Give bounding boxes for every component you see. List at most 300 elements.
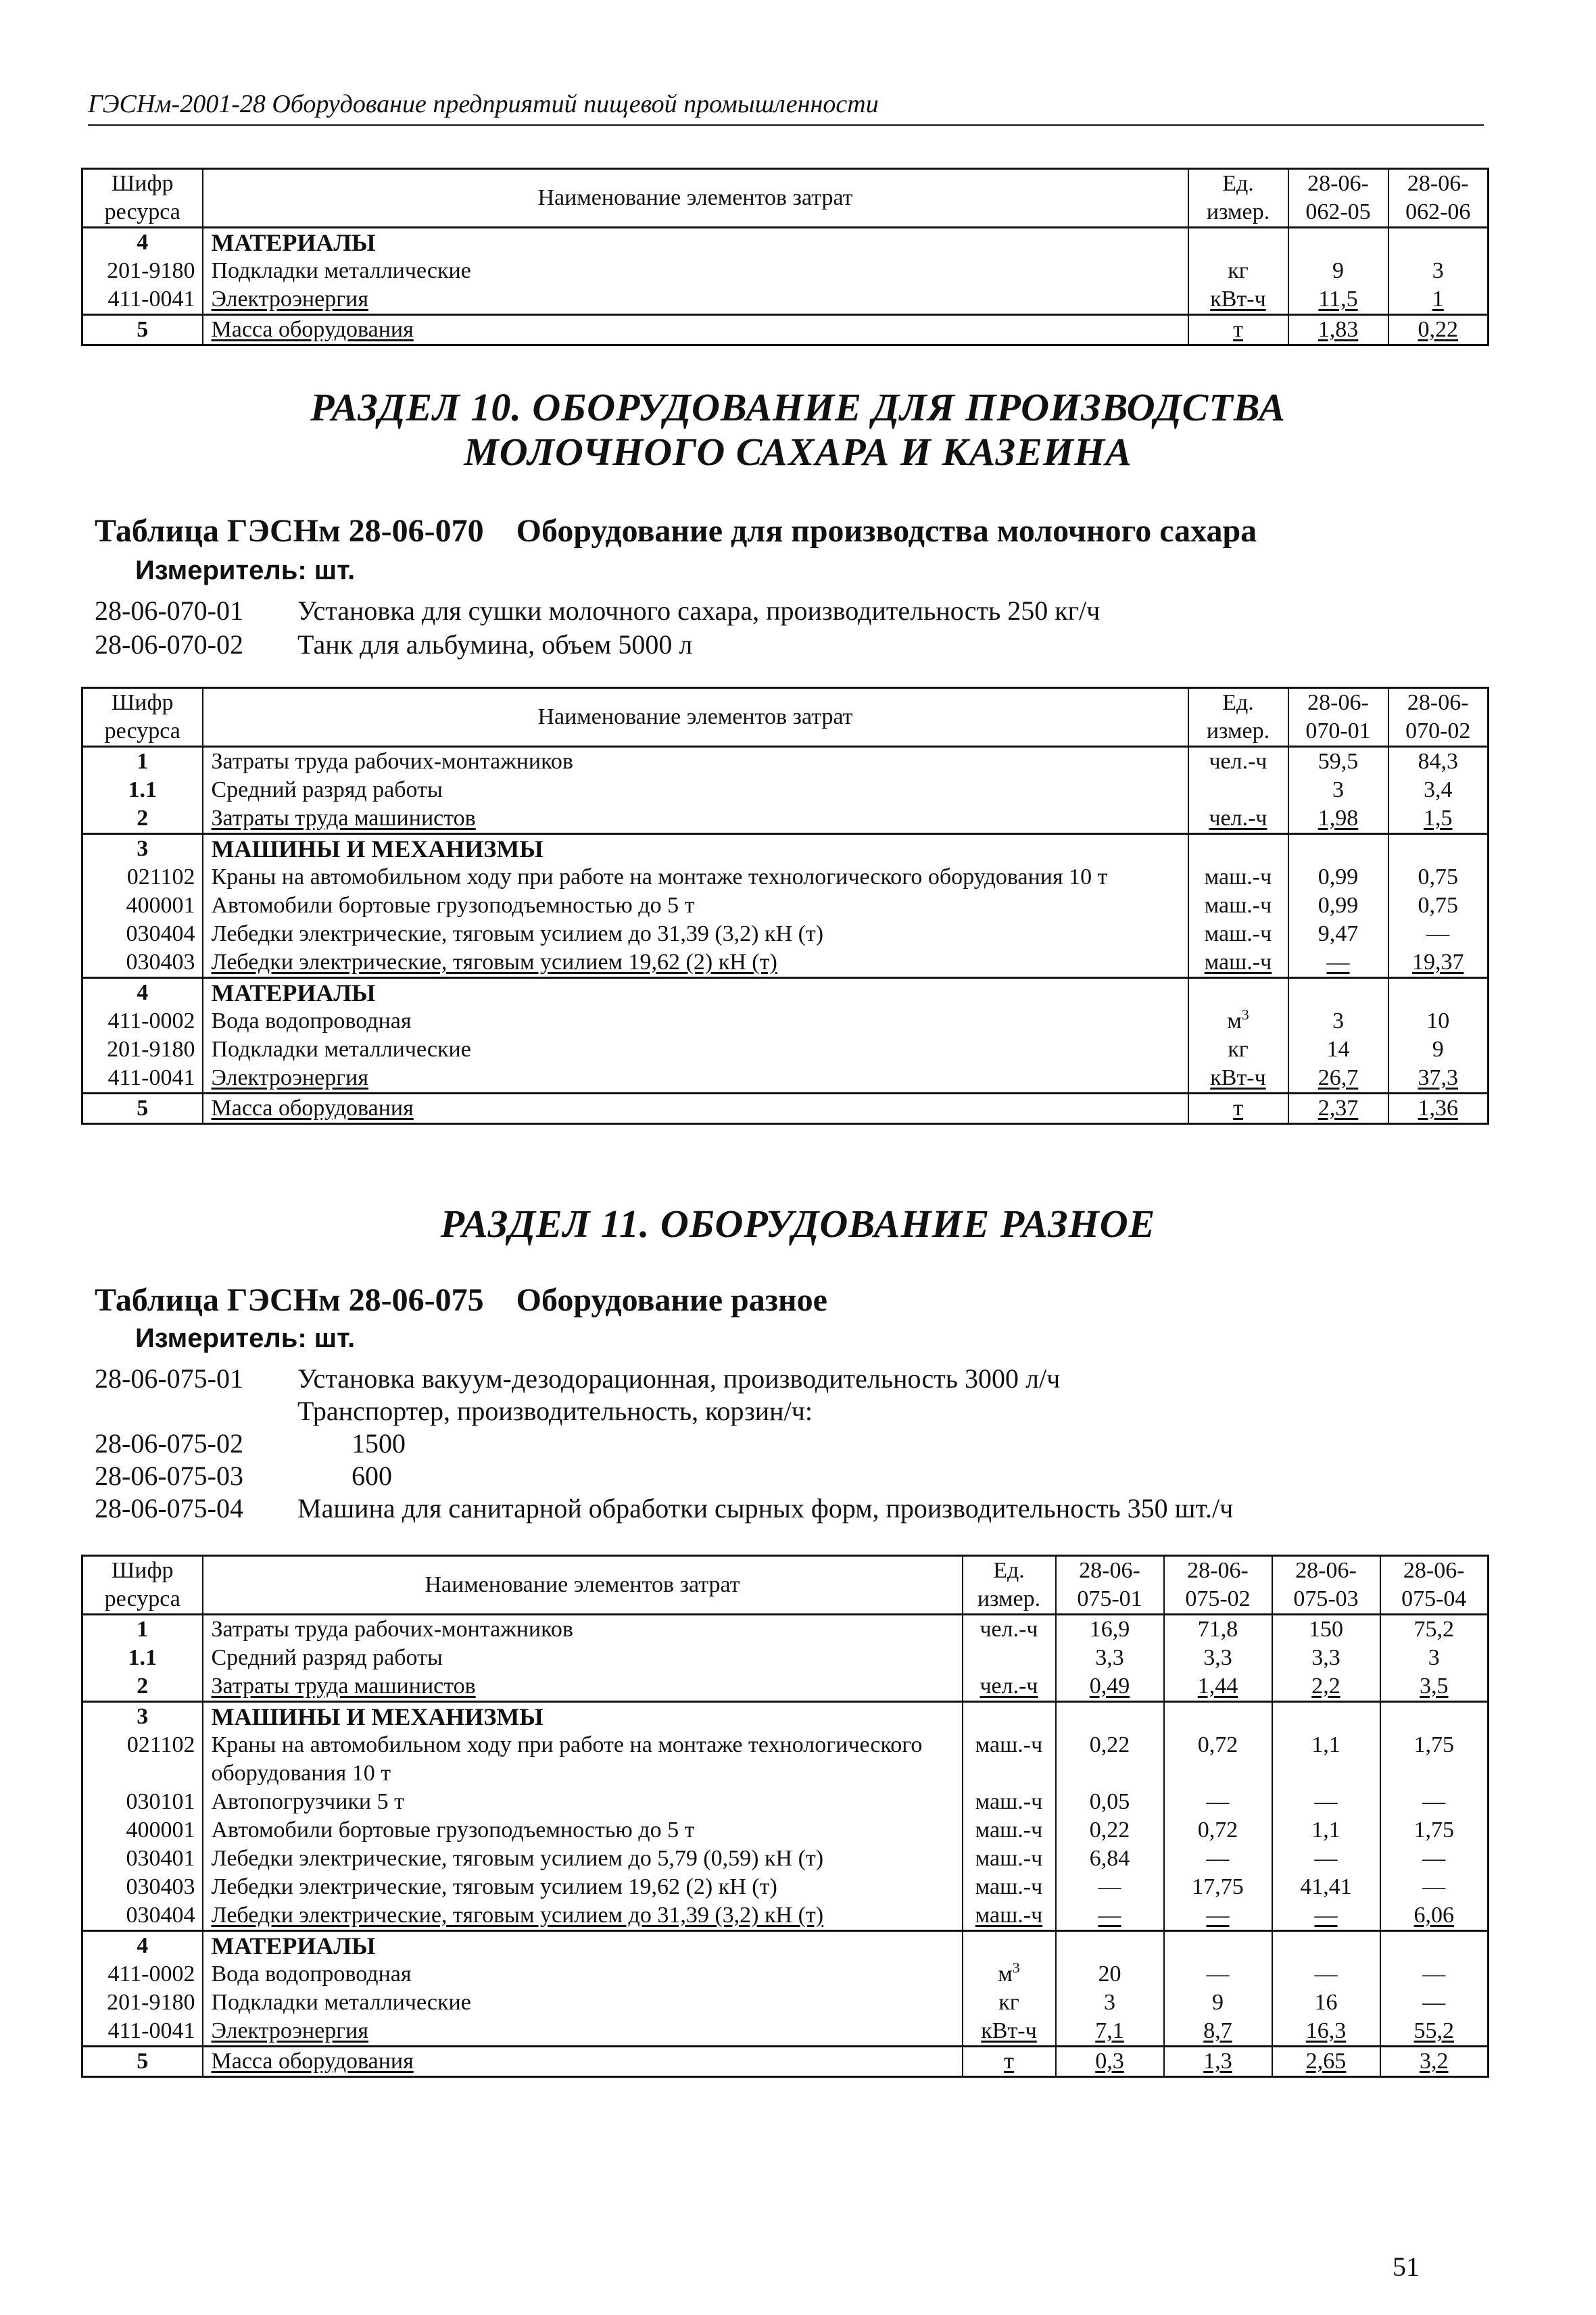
cell-value xyxy=(1288,834,1388,864)
cell-code: 2 xyxy=(82,1672,203,1702)
cell-name: Лебедки электрические, тяговым усилием до 5,79 (0,59) кН (т) xyxy=(203,1845,963,1873)
cell-value: 0,22 xyxy=(1056,1731,1164,1788)
table-row xyxy=(82,920,1489,948)
cell-value: 0,72 xyxy=(1164,1731,1272,1788)
cell-code: 1 xyxy=(82,1615,203,1644)
cell-code: 4 xyxy=(82,228,203,258)
cell-code: 400001 xyxy=(82,1816,203,1845)
cell-code: 021102 xyxy=(82,1731,203,1788)
table-row xyxy=(82,863,1489,892)
item-code: 28-06-075-04 xyxy=(95,1493,243,1524)
cell-unit xyxy=(1188,920,1288,948)
cell-value: — xyxy=(1380,1873,1489,1901)
table-header-row xyxy=(82,688,1489,747)
cell-name: Вода водопроводная xyxy=(203,1960,963,1989)
cell-value: 3 xyxy=(1056,1989,1164,2017)
col-header-norm: 28-06-075-03 xyxy=(1272,1556,1380,1615)
cell-unit xyxy=(963,1816,1056,1845)
cell-value: 3 xyxy=(1288,1007,1388,1035)
cell-group-heading: МАШИНЫ И МЕХАНИЗМЫ xyxy=(203,1702,963,1732)
cell-value: 17,75 xyxy=(1164,1873,1272,1901)
cell-unit-text: т xyxy=(1233,1096,1243,1121)
cell-group-heading: МАТЕРИАЛЫ xyxy=(203,978,1188,1008)
cell-code: 1.1 xyxy=(82,1644,203,1672)
cell-unit xyxy=(1188,1094,1288,1124)
cell-unit-text: кВт-ч xyxy=(981,2018,1037,2043)
cell-value xyxy=(1164,1702,1272,1732)
cell-unit xyxy=(963,1672,1056,1702)
norm-table-075 xyxy=(81,1555,1489,2078)
cell-value: 26,7 xyxy=(1288,1064,1388,1094)
cell-value xyxy=(1380,1931,1489,1961)
table-header-row xyxy=(82,169,1489,228)
cell-value: 150 xyxy=(1272,1615,1380,1644)
cell-value: 1,1 xyxy=(1272,1731,1380,1788)
cell-unit xyxy=(963,1788,1056,1816)
cell-code: 1 xyxy=(82,747,203,777)
cell-value: 59,5 xyxy=(1288,747,1388,777)
cell-value xyxy=(1272,1931,1380,1961)
item-text: Установка для сушки молочного сахара, производительность 250 кг/ч xyxy=(297,595,1101,626)
col-header-unit: Ед. измер. xyxy=(1188,688,1288,747)
table-group-heading-row xyxy=(82,1931,1489,1961)
table-row xyxy=(82,892,1489,920)
cell-unit xyxy=(1188,948,1288,978)
table-row xyxy=(82,315,1489,345)
cell-code: 5 xyxy=(82,2047,203,2077)
cell-code: 411-0002 xyxy=(82,1007,203,1035)
cell-value: 55,2 xyxy=(1380,2017,1489,2047)
item-text: 1500 xyxy=(352,1428,406,1459)
table-row xyxy=(82,948,1489,978)
cell-value: 3 xyxy=(1288,776,1388,804)
table-075-meter: Измеритель: шт. xyxy=(135,1323,356,1353)
cell-value: 19,37 xyxy=(1388,948,1489,978)
cell-name: Лебедки электрические, тяговым усилием 19,62 (2) кН (т) xyxy=(203,1873,963,1901)
cell-unit xyxy=(1188,1007,1288,1035)
cell-value: 10 xyxy=(1388,1007,1489,1035)
cell-unit xyxy=(963,1989,1056,2017)
cell-value: — xyxy=(1164,1788,1272,1816)
table-group-heading-row xyxy=(82,834,1489,864)
cell-unit-text: маш.-ч xyxy=(1204,893,1272,918)
cell-name: Затраты труда рабочих-монтажников xyxy=(203,1615,963,1644)
cell-unit xyxy=(1188,776,1288,804)
cell-value: 0,75 xyxy=(1388,892,1489,920)
cell-unit xyxy=(1188,863,1288,892)
cell-unit xyxy=(1188,315,1288,345)
table-row xyxy=(82,1788,1489,1816)
cell-value: 7,1 xyxy=(1056,2017,1164,2047)
table-group-heading-row xyxy=(82,1702,1489,1732)
cell-value: — xyxy=(1380,1788,1489,1816)
table-group xyxy=(82,747,1489,834)
norm-table-062 xyxy=(81,168,1489,346)
col-header-norm: 28-06-075-04 xyxy=(1380,1556,1489,1615)
cell-code: 021102 xyxy=(82,863,203,892)
table-070-name: Оборудование для производства молочного сахара xyxy=(516,513,1257,549)
cell-name: Средний разряд работы xyxy=(203,776,1188,804)
cell-code: 030404 xyxy=(82,920,203,948)
table-070-meter: Измеритель: шт. xyxy=(135,556,356,585)
cell-unit xyxy=(963,1931,1056,1961)
cell-value xyxy=(1388,978,1489,1008)
cell-unit-text: маш.-ч xyxy=(1204,864,1272,890)
section-11-title: РАЗДЕЛ 11. ОБОРУДОВАНИЕ РАЗНОЕ xyxy=(440,1202,1156,1246)
cell-unit xyxy=(1188,834,1288,864)
cell-unit-text: маш.-ч xyxy=(1204,950,1272,975)
cell-value: 3,4 xyxy=(1388,776,1489,804)
cell-value: 6,84 xyxy=(1056,1845,1164,1873)
cell-unit-superscript: 3 xyxy=(1012,1959,1020,1976)
table-row xyxy=(82,257,1489,285)
section-10-title xyxy=(0,385,1596,474)
item-text: Машина для санитарной обработки сырных форм, производительность 350 шт./ч xyxy=(297,1493,1234,1524)
cell-value: — xyxy=(1272,1901,1380,1931)
cell-unit xyxy=(1188,1064,1288,1094)
cell-value: 37,3 xyxy=(1388,1064,1489,1094)
table-header-row xyxy=(82,1556,1489,1615)
cell-value: — xyxy=(1164,1960,1272,1989)
cell-unit-text: маш.-ч xyxy=(1204,921,1272,946)
cell-value: 1,3 xyxy=(1164,2047,1272,2077)
cell-unit xyxy=(1188,1035,1288,1064)
table-group-heading-row xyxy=(82,228,1489,258)
cell-value: 0,22 xyxy=(1388,315,1489,345)
table-row xyxy=(82,1615,1489,1644)
item-code: 28-06-075-02 xyxy=(95,1428,243,1459)
cell-unit xyxy=(963,1644,1056,1672)
cell-name: Масса оборудования xyxy=(203,315,1188,345)
cell-code: 5 xyxy=(82,315,203,345)
table-070-code: Таблица ГЭСНм 28-06-070 xyxy=(95,513,484,549)
cell-code: 201-9180 xyxy=(82,1989,203,2017)
cell-unit-text: кг xyxy=(1228,258,1249,283)
norm-table-070 xyxy=(81,687,1489,1125)
cell-value xyxy=(1388,834,1489,864)
cell-value: 71,8 xyxy=(1164,1615,1272,1644)
table-075-name: Оборудование разное xyxy=(516,1282,827,1318)
cell-value: — xyxy=(1056,1873,1164,1901)
cell-name: Лебедки электрические, тяговым усилием до 31,39 (3,2) кН (т) xyxy=(203,920,1188,948)
table-row xyxy=(82,1960,1489,1989)
cell-name: Автопогрузчики 5 т xyxy=(203,1788,963,1816)
cell-value: 20 xyxy=(1056,1960,1164,1989)
cell-value: 2,65 xyxy=(1272,2047,1380,2077)
cell-unit-text: т xyxy=(1233,317,1243,342)
cell-unit-text: маш.-ч xyxy=(975,1846,1043,1871)
cell-value: 3,3 xyxy=(1056,1644,1164,1672)
cell-value: 1,75 xyxy=(1380,1816,1489,1845)
table-row xyxy=(82,1816,1489,1845)
col-header-norm: 28-06-075-01 xyxy=(1056,1556,1164,1615)
cell-value: 3 xyxy=(1380,1644,1489,1672)
item-row xyxy=(95,1395,813,1428)
table-row xyxy=(82,1064,1489,1094)
cell-code: 201-9180 xyxy=(82,257,203,285)
cell-unit xyxy=(1188,257,1288,285)
table-row xyxy=(82,1094,1489,1124)
item-text: Танк для альбумина, объем 5000 л xyxy=(297,629,693,660)
cell-code: 5 xyxy=(82,1094,203,1124)
cell-name: Вода водопроводная xyxy=(203,1007,1188,1035)
col-header-code: Шифр ресурса xyxy=(82,169,203,228)
item-text: Установка вакуум-дезодорационная, производительность 3000 л/ч xyxy=(297,1363,1061,1394)
col-header-norm: 28-06-062-05 xyxy=(1288,169,1388,228)
cell-value: 1,1 xyxy=(1272,1816,1380,1845)
cell-unit-text: кВт-ч xyxy=(1210,287,1266,312)
cell-value: 8,7 xyxy=(1164,2017,1272,2047)
cell-unit xyxy=(963,1731,1056,1788)
cell-value xyxy=(1288,228,1388,258)
table-group xyxy=(82,1615,1489,1702)
item-row xyxy=(95,1460,392,1492)
cell-unit-text: кВт-ч xyxy=(1210,1065,1266,1090)
cell-unit-superscript: 3 xyxy=(1241,1006,1249,1023)
cell-code: 030401 xyxy=(82,1845,203,1873)
cell-name: Лебедки электрические, тяговым усилием до 31,39 (3,2) кН (т) xyxy=(203,1901,963,1931)
cell-value: 3,5 xyxy=(1380,1672,1489,1702)
cell-code: 3 xyxy=(82,1702,203,1732)
cell-code: 3 xyxy=(82,834,203,864)
cell-unit-text: кг xyxy=(998,1990,1019,2015)
table-row xyxy=(82,776,1489,804)
cell-code: 030403 xyxy=(82,948,203,978)
item-row xyxy=(95,1363,1060,1395)
table-row xyxy=(82,1989,1489,2017)
cell-unit xyxy=(963,2017,1056,2047)
table-075-code: Таблица ГЭСНм 28-06-075 xyxy=(95,1282,484,1318)
item-row xyxy=(95,629,692,661)
col-header-norm: 28-06-062-06 xyxy=(1388,169,1489,228)
page-number: 51 xyxy=(1393,2251,1420,2282)
cell-value xyxy=(1288,978,1388,1008)
table-070-title xyxy=(95,512,1257,550)
col-header-name: Наименование элементов затрат xyxy=(203,1556,963,1615)
table-row xyxy=(82,804,1489,834)
cell-group-heading: МАШИНЫ И МЕХАНИЗМЫ xyxy=(203,834,1188,864)
cell-unit xyxy=(963,1615,1056,1644)
cell-name: Масса оборудования xyxy=(203,2047,963,2077)
item-row xyxy=(95,1492,1233,1525)
cell-value: 0,3 xyxy=(1056,2047,1164,2077)
item-text: 600 xyxy=(352,1461,392,1491)
cell-value: — xyxy=(1056,1901,1164,1931)
cell-group-heading: МАТЕРИАЛЫ xyxy=(203,228,1188,258)
cell-value: 1 xyxy=(1388,285,1489,315)
table-075-title xyxy=(95,1282,827,1319)
cell-value: 3,3 xyxy=(1164,1644,1272,1672)
cell-unit xyxy=(963,1845,1056,1873)
running-header: ГЭСНм-2001-28 Оборудование предприятий пищевой промышленности xyxy=(88,88,1484,126)
cell-unit-text: чел.-ч xyxy=(980,1674,1038,1699)
item-row xyxy=(95,595,1100,627)
cell-unit-text: чел.-ч xyxy=(980,1617,1038,1642)
cell-value xyxy=(1056,1931,1164,1961)
section-10-title-line1: РАЗДЕЛ 10. ОБОРУДОВАНИЕ ДЛЯ ПРОИЗВОДСТВА xyxy=(310,385,1286,429)
col-header-unit: Ед. измер. xyxy=(1188,169,1288,228)
cell-value: — xyxy=(1164,1845,1272,1873)
col-header-name: Наименование элементов затрат xyxy=(203,688,1188,747)
cell-name: Лебедки электрические, тяговым усилием 19,62 (2) кН (т) xyxy=(203,948,1188,978)
cell-value: — xyxy=(1272,1788,1380,1816)
table-group xyxy=(82,978,1489,1094)
cell-unit xyxy=(963,1702,1056,1732)
cell-value: 11,5 xyxy=(1288,285,1388,315)
cell-code: 201-9180 xyxy=(82,1035,203,1064)
cell-value: 1,98 xyxy=(1288,804,1388,834)
cell-unit xyxy=(963,1901,1056,1931)
col-header-name: Наименование элементов затрат xyxy=(203,169,1188,228)
cell-value: 0,99 xyxy=(1288,863,1388,892)
cell-value: 0,05 xyxy=(1056,1788,1164,1816)
cell-value xyxy=(1272,1702,1380,1732)
cell-value: 0,22 xyxy=(1056,1816,1164,1845)
cell-value: 16,9 xyxy=(1056,1615,1164,1644)
cell-name: Средний разряд работы xyxy=(203,1644,963,1672)
item-code: 28-06-070-01 xyxy=(95,595,243,626)
item-code: 28-06-070-02 xyxy=(95,629,243,660)
cell-unit xyxy=(1188,747,1288,777)
cell-code: 411-0041 xyxy=(82,285,203,315)
cell-name: Подкладки металлические xyxy=(203,1989,963,2017)
cell-code: 030403 xyxy=(82,1873,203,1901)
col-header-norm: 28-06-075-02 xyxy=(1164,1556,1272,1615)
cell-value: 1,36 xyxy=(1388,1094,1489,1124)
cell-unit xyxy=(1188,228,1288,258)
cell-value: 0,99 xyxy=(1288,892,1388,920)
cell-code: 030404 xyxy=(82,1901,203,1931)
cell-code: 411-0041 xyxy=(82,2017,203,2047)
cell-value: 3,3 xyxy=(1272,1644,1380,1672)
cell-value: 9 xyxy=(1288,257,1388,285)
table-row xyxy=(82,1731,1489,1788)
cell-name: Автомобили бортовые грузоподъемностью до 5 т xyxy=(203,892,1188,920)
cell-value: 16,3 xyxy=(1272,2017,1380,2047)
cell-value: 1,44 xyxy=(1164,1672,1272,1702)
cell-unit-text: маш.-ч xyxy=(975,1732,1043,1757)
table-row xyxy=(82,1035,1489,1064)
table-row xyxy=(82,1672,1489,1702)
cell-value: 1,75 xyxy=(1380,1731,1489,1788)
cell-unit-text: м xyxy=(1227,1008,1242,1033)
item-code: 28-06-075-01 xyxy=(95,1363,243,1394)
col-header-unit: Ед. измер. xyxy=(963,1556,1056,1615)
table-group xyxy=(82,834,1489,978)
cell-code: 1.1 xyxy=(82,776,203,804)
cell-name: Электроэнергия xyxy=(203,1064,1188,1094)
cell-name: Подкладки металлические xyxy=(203,1035,1188,1064)
cell-value: 41,41 xyxy=(1272,1873,1380,1901)
table-row xyxy=(82,1845,1489,1873)
cell-value: — xyxy=(1380,1845,1489,1873)
cell-value: — xyxy=(1288,948,1388,978)
table-row xyxy=(82,747,1489,777)
cell-value: 0,49 xyxy=(1056,1672,1164,1702)
cell-name: Затраты труда рабочих-монтажников xyxy=(203,747,1188,777)
cell-value xyxy=(1388,228,1489,258)
cell-code: 411-0041 xyxy=(82,1064,203,1094)
cell-unit-text: маш.-ч xyxy=(975,1789,1043,1814)
cell-value: — xyxy=(1380,1989,1489,2017)
cell-value: 1,5 xyxy=(1388,804,1489,834)
cell-value: 3 xyxy=(1388,257,1489,285)
cell-value: — xyxy=(1272,1960,1380,1989)
cell-unit-text: т xyxy=(1004,2049,1014,2074)
cell-unit xyxy=(963,2047,1056,2077)
table-group xyxy=(82,1702,1489,1931)
cell-name: Подкладки металлические xyxy=(203,257,1188,285)
cell-group-heading: МАТЕРИАЛЫ xyxy=(203,1931,963,1961)
cell-value: — xyxy=(1380,1960,1489,1989)
cell-value: 0,72 xyxy=(1164,1816,1272,1845)
item-row xyxy=(95,1428,406,1460)
cell-value: 0,75 xyxy=(1388,863,1489,892)
table-row xyxy=(82,285,1489,315)
table-group xyxy=(82,1931,1489,2047)
table-row xyxy=(82,2017,1489,2047)
cell-name: Затраты труда машинистов xyxy=(203,804,1188,834)
cell-value: 84,3 xyxy=(1388,747,1489,777)
table-group-heading-row xyxy=(82,978,1489,1008)
cell-unit-text: маш.-ч xyxy=(975,1874,1043,1899)
table-group xyxy=(82,228,1489,315)
item-text: Транспортер, производительность, корзин/ч: xyxy=(297,1396,813,1426)
cell-name: Краны на автомобильном ходу при работе на монтаже технологического оборудования 10 т xyxy=(203,863,1188,892)
cell-value: 14 xyxy=(1288,1035,1388,1064)
cell-value: — xyxy=(1388,920,1489,948)
cell-value: 9 xyxy=(1388,1035,1489,1064)
col-header-norm: 28-06-070-01 xyxy=(1288,688,1388,747)
table-group xyxy=(82,1094,1489,1124)
cell-value: 16 xyxy=(1272,1989,1380,2017)
cell-code: 030101 xyxy=(82,1788,203,1816)
table-group xyxy=(82,2047,1489,2077)
table-row xyxy=(82,1007,1489,1035)
table-row xyxy=(82,1873,1489,1901)
cell-value: 2,37 xyxy=(1288,1094,1388,1124)
cell-unit xyxy=(1188,978,1288,1008)
table-row xyxy=(82,2047,1489,2077)
table-group xyxy=(82,315,1489,345)
cell-code: 400001 xyxy=(82,892,203,920)
table-row xyxy=(82,1901,1489,1931)
cell-code: 4 xyxy=(82,1931,203,1961)
cell-name: Масса оборудования xyxy=(203,1094,1188,1124)
cell-name: Краны на автомобильном ходу при работе на монтаже технологического оборудования 10 т xyxy=(203,1731,963,1788)
cell-value: — xyxy=(1272,1845,1380,1873)
cell-unit xyxy=(1188,804,1288,834)
cell-value: 2,2 xyxy=(1272,1672,1380,1702)
cell-value: 9 xyxy=(1164,1989,1272,2017)
item-code: 28-06-075-03 xyxy=(95,1461,243,1491)
cell-value: 3,2 xyxy=(1380,2047,1489,2077)
col-header-code: Шифр ресурса xyxy=(82,1556,203,1615)
cell-value: 75,2 xyxy=(1380,1615,1489,1644)
cell-code: 2 xyxy=(82,804,203,834)
cell-name: Электроэнергия xyxy=(203,2017,963,2047)
cell-unit xyxy=(1188,285,1288,315)
cell-unit xyxy=(1188,892,1288,920)
cell-value: 1,83 xyxy=(1288,315,1388,345)
cell-unit-text: маш.-ч xyxy=(975,1818,1043,1843)
cell-unit-text: кг xyxy=(1228,1037,1249,1062)
cell-unit-text: м xyxy=(998,1961,1013,1987)
cell-value xyxy=(1164,1931,1272,1961)
cell-unit-text: маш.-ч xyxy=(975,1903,1043,1928)
cell-code: 4 xyxy=(82,978,203,1008)
cell-value: — xyxy=(1164,1901,1272,1931)
